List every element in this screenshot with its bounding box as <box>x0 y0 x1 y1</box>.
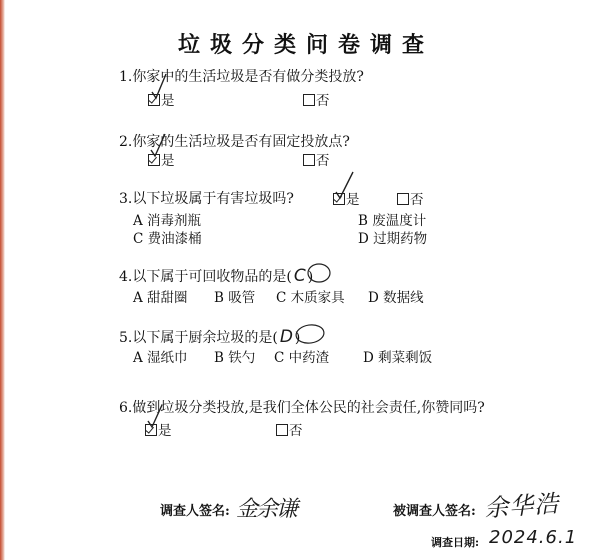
handwritten-check-mark <box>334 170 356 200</box>
question-4-answer: C <box>293 266 306 286</box>
question-2-option-no[interactable]: 否 <box>303 149 330 169</box>
handwritten-check-mark <box>146 403 166 429</box>
question-1-option-yes[interactable]: 是 <box>148 89 175 109</box>
question-5-choice-c: C 中药渣 <box>274 350 330 366</box>
question-5-answer: D <box>279 327 293 347</box>
question-5-choice-a: A 湿纸巾 <box>133 350 188 366</box>
investigator-signature: 金余谦 <box>236 497 297 522</box>
respondent-signature: 余华浩 <box>483 489 561 523</box>
question-3-option-no[interactable]: 否 <box>397 188 424 208</box>
question-4-choice-a: A 甜甜圈 <box>133 290 188 306</box>
question-2-option-yes[interactable]: 是 <box>148 149 175 169</box>
question-4-choice-b: B 吸管 <box>214 290 256 306</box>
handwritten-check-mark <box>150 72 170 100</box>
checkbox-icon[interactable] <box>303 94 315 106</box>
survey-date-value: 2024.6.1 <box>489 527 578 548</box>
checkbox-icon[interactable] <box>276 424 288 436</box>
handwritten-circle-mark <box>305 262 333 284</box>
question-6-text: 6.做到垃圾分类投放,是我们全体公民的社会责任,你赞同吗? <box>119 400 485 416</box>
question-5-choice-b: B 铁勺 <box>214 350 256 366</box>
question-5-choice-d: D 剩菜剩饭 <box>363 350 433 366</box>
page-edge-shadow <box>0 0 5 560</box>
page-title: 垃圾分类问卷调查 <box>177 32 434 58</box>
question-6-option-no[interactable]: 否 <box>276 419 303 439</box>
question-4-choice-c: C 木质家具 <box>276 290 345 306</box>
question-3-choice-c: C 费油漆桶 <box>133 231 202 247</box>
question-4-choice-d: D 数据线 <box>368 290 424 306</box>
question-2-text: 2.你家的生活垃圾是否有固定投放点? <box>119 134 350 150</box>
question-6-option-yes[interactable]: 是 <box>145 419 172 439</box>
survey-date-label: 调查日期: <box>431 536 480 549</box>
question-3-choice-d: D 过期药物 <box>358 231 428 247</box>
respondent-signature-label: 被调查人签名: <box>393 504 476 519</box>
question-3-option-yes[interactable]: 是 <box>333 188 360 208</box>
question-1-option-no[interactable]: 否 <box>303 89 330 109</box>
checkbox-icon[interactable] <box>397 193 409 205</box>
question-3-text: 3.以下垃圾属于有害垃圾吗? <box>119 191 294 207</box>
question-1-text: 1.你家中的生活垃圾是否有做分类投放? <box>119 69 364 85</box>
handwritten-circle-mark <box>293 322 329 346</box>
question-3-choice-b: B 废温度计 <box>358 213 427 229</box>
question-3-choice-a: A 消毒剂瓶 <box>133 213 202 229</box>
checkbox-icon[interactable] <box>303 154 315 166</box>
question-4-text: 4.以下属于可回收物品的是( C ) <box>119 266 314 286</box>
question-5-text: 5.以下属于厨余垃圾的是( D ) <box>119 327 301 347</box>
handwritten-check-mark <box>149 132 169 158</box>
investigator-signature-label: 调查人签名: <box>160 504 230 519</box>
